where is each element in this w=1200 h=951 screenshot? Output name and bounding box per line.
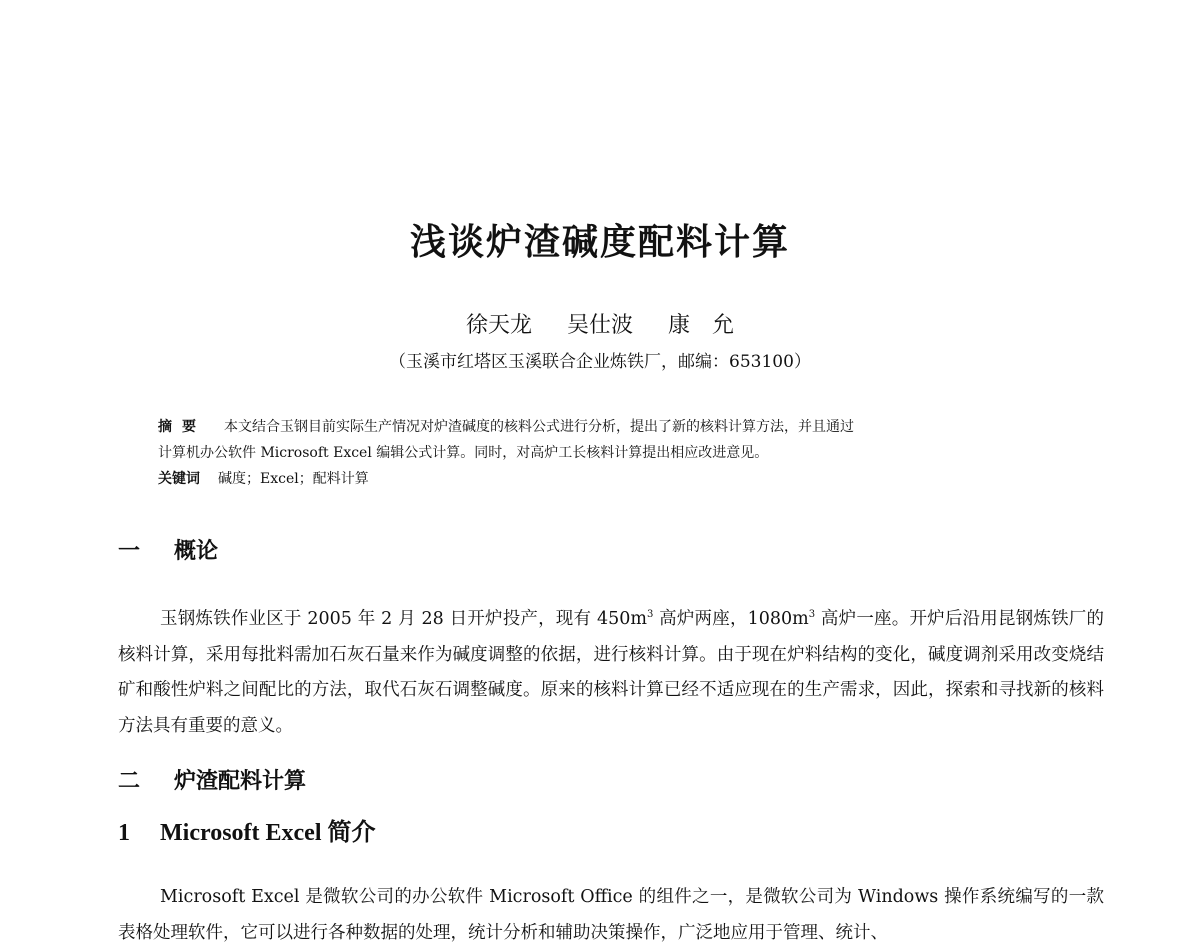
abstract-text-line1: 本文结合玉钢目前实际生产情况对炉渣碱度的核料公式进行分析，提出了新的核料计算方法，并且通过 — [224, 419, 854, 435]
section-heading — [118, 766, 306, 798]
section-title: 概论 — [174, 539, 219, 564]
body-text-segment: 高炉两座，1080m — [653, 609, 809, 629]
author-name: 康 允 — [668, 313, 735, 338]
keywords-paragraph — [158, 466, 1058, 492]
abstract-text-line2: 计算机办公软件 Microsoft Excel 编辑公式计算。同时，对高炉工长核料计算提出相应改进意见。 — [158, 445, 769, 461]
section-number: 二 — [118, 769, 141, 794]
author-name: 吴仕波 — [566, 313, 633, 338]
superscript: 3 — [808, 609, 816, 621]
abstract-paragraph-cont — [158, 440, 1058, 466]
subsection-number: 1 — [118, 820, 130, 846]
body-text-segment: 玉钢炼铁作业区于 2005 年 2 月 28 日开炉投产，现有 450m — [160, 609, 647, 629]
subsection-heading — [118, 816, 376, 850]
abstract-block — [158, 414, 1058, 492]
keywords-text: 碱度；Excel；配料计算 — [218, 471, 369, 487]
paper-title: 浅谈炉渣碱度配料计算 — [409, 222, 790, 263]
superscript: 3 — [646, 609, 654, 621]
abstract-paragraph — [158, 414, 1058, 440]
keywords-label: 关键词 — [158, 471, 200, 487]
section-heading — [118, 536, 218, 568]
author-list — [0, 310, 1200, 342]
section1-body — [118, 602, 1104, 744]
section-number: 一 — [118, 539, 141, 564]
abstract-label: 摘要 — [158, 419, 206, 435]
author-name: 徐天龙 — [465, 313, 532, 338]
author-affiliation: （玉溪市红塔区玉溪联合企业炼铁厂，邮编：653100） — [389, 352, 811, 372]
body-paragraph — [118, 602, 1104, 744]
subsection1-body — [118, 880, 1104, 951]
body-text-segment: 高炉一座。开炉后沿用昆钢炼铁厂的核料计算，采用每批料需加石灰石量来作为碱度调整的依据，进行核料计算。由于现在炉料结构的变化，碱度调剂采用改变烧结矿和酸性炉料之间配比的方法，取代石灰石调整碱度。原来的核料计算已经不适应现在的生产需求，因此，探索和寻找新的核料方法具有重要的意义。 — [118, 609, 1104, 736]
section-title: 炉渣配料计算 — [174, 769, 307, 794]
subsection-title: Microsoft Excel 简介 — [160, 820, 376, 846]
body-paragraph: Microsoft Excel 是微软公司的办公软件 Microsoft Office 的组件之一，是微软公司为 Windows 操作系统编写的一款表格处理软件，它可以进行各种数据的处理，统计分析和辅助决策操作，广泛地应用于管理、统计、 — [118, 887, 1104, 943]
